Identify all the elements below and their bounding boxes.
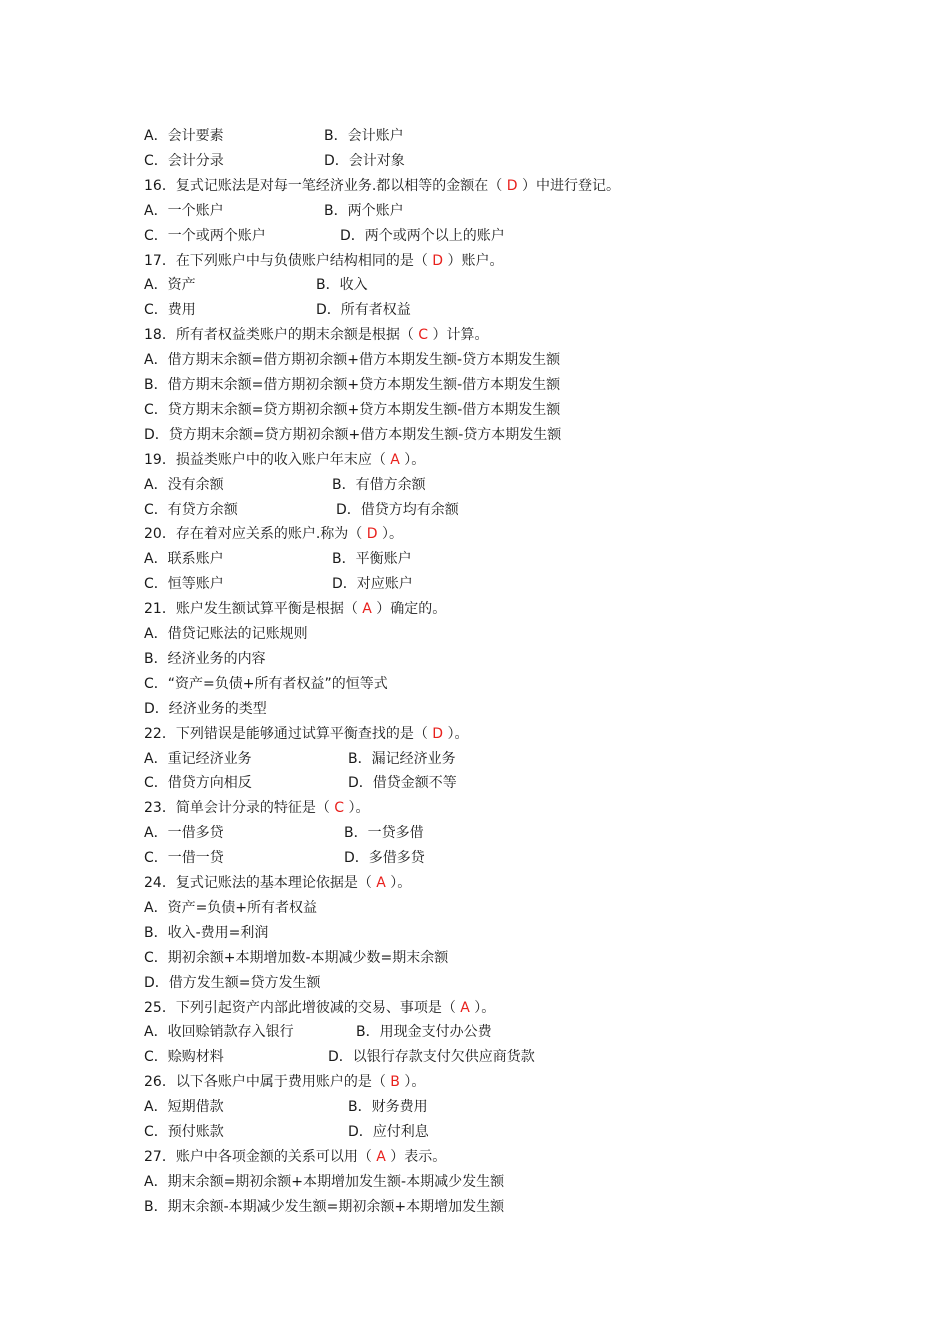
option-right: D．会计对象 [324, 152, 405, 169]
option-pair-line [144, 1045, 764, 1070]
answer-letter: D [432, 252, 444, 269]
question-line [144, 871, 411, 896]
question-text-end: ）账户。 [443, 252, 504, 269]
question-text-end: ）。 [399, 1074, 426, 1091]
option-text: A．借方期末余额=借方期初余额+借方本期发生额-贷方本期发生额 [144, 352, 561, 369]
option-line [144, 672, 388, 697]
option-pair-line [144, 1120, 764, 1145]
option-left: C．会计分录 [144, 152, 224, 169]
option-line [144, 971, 321, 996]
option-text: A．借贷记账法的记账规则 [144, 626, 308, 642]
option-right: D．两个或两个以上的账户 [340, 227, 505, 244]
option-right: B．漏记经济业务 [348, 750, 456, 767]
option-pair-line [144, 547, 764, 572]
option-right: B．收入 [316, 277, 368, 294]
answer-letter: A [460, 999, 470, 1016]
option-right: B．两个账户 [324, 202, 404, 219]
option-pair-line [144, 298, 764, 323]
option-line [144, 647, 266, 672]
option-right: B．一贷多借 [344, 825, 424, 842]
option-pair-line [144, 821, 764, 846]
option-left: C．一借一贷 [144, 850, 224, 867]
option-pair-line [144, 124, 764, 149]
option-pair-line [144, 771, 764, 796]
answer-letter: D [432, 725, 444, 742]
answer-letter: B [390, 1074, 400, 1091]
option-pair-line [144, 747, 764, 772]
option-right: B．平衡账户 [332, 551, 412, 568]
option-text: B．收入-费用=利润 [144, 924, 269, 941]
option-left: C．有贷方余额 [144, 501, 238, 518]
option-text: D．借方发生额=贷方发生额 [144, 974, 321, 991]
answer-letter: C [334, 800, 345, 817]
answer-letter: C [418, 327, 429, 344]
option-right: B．财务费用 [348, 1099, 428, 1116]
option-pair-line [144, 498, 764, 523]
question-line [144, 448, 425, 473]
option-right: D．借贷方均有余额 [336, 501, 459, 518]
option-pair-line [144, 224, 764, 249]
option-text: A．资产=负债+所有者权益 [144, 899, 318, 916]
option-left: A．联系账户 [144, 551, 224, 568]
answer-letter: D [506, 177, 518, 194]
answer-letter: A [376, 1148, 386, 1165]
question-text-end: ）。 [469, 999, 496, 1016]
option-text: C．“资产=负债+所有者权益”的恒等式 [144, 675, 388, 692]
question-text-end: ）计算。 [428, 327, 489, 344]
option-text: D．经济业务的类型 [144, 700, 267, 717]
option-text: B．借方期末余额=借方期初余额+贷方本期发生额-借方本期发生额 [144, 377, 561, 393]
question-text: 25．下列引起资产内部此增彼减的交易、事项是（ [144, 999, 461, 1016]
question-line [144, 1070, 425, 1095]
question-text-end: ）确定的。 [371, 601, 447, 618]
question-line [144, 174, 620, 199]
option-text: C．期初余额+本期增加数-本期减少数=期末余额 [144, 949, 449, 966]
question-text: 20．存在着对应关系的账户.称为（ [144, 526, 367, 543]
option-left: C．赊购材料 [144, 1049, 224, 1066]
question-line [144, 722, 469, 747]
question-text: 21．账户发生额试算平衡是根据（ [144, 601, 363, 618]
option-left: A．一个账户 [144, 202, 224, 219]
option-line [144, 1170, 504, 1195]
question-text: 17．在下列账户中与负债账户结构相同的是（ [144, 252, 433, 269]
option-pair-line [144, 1020, 764, 1045]
option-left: A．短期借款 [144, 1099, 224, 1116]
option-left: A．重记经济业务 [144, 750, 252, 767]
answer-letter: A [362, 601, 372, 618]
option-line [144, 697, 267, 722]
answer-letter: A [390, 451, 400, 468]
option-line [144, 921, 268, 946]
question-text: 19．损益类账户中的收入账户年末应（ [144, 451, 391, 468]
option-right: D．以银行存款支付欠供应商货款 [328, 1049, 535, 1066]
option-line [144, 1195, 504, 1220]
option-line [144, 622, 308, 647]
question-text-end: ）。 [377, 526, 403, 543]
question-line [144, 1145, 446, 1170]
question-text: 24．复式记账法的基本理论依据是（ [144, 875, 377, 891]
option-left: C．一个或两个账户 [144, 227, 266, 244]
option-right: D．所有者权益 [316, 302, 411, 319]
option-line [144, 946, 448, 971]
question-text-end: ）。 [399, 451, 426, 468]
question-line [144, 796, 370, 821]
option-left: C．费用 [144, 302, 196, 319]
option-right: B．用现金支付办公费 [356, 1024, 492, 1041]
option-pair-line [144, 199, 764, 224]
option-left: A．资产 [144, 277, 196, 294]
option-left: A．会计要素 [144, 128, 224, 144]
option-left: A．收回赊销款存入银行 [144, 1024, 294, 1041]
question-text: 22．下列错误是能够通过试算平衡查找的是（ [144, 725, 433, 742]
question-text: 26．以下各账户中属于费用账户的是（ [144, 1074, 391, 1091]
option-pair-line [144, 1095, 764, 1120]
option-pair-line [144, 846, 764, 871]
option-left: C．恒等账户 [144, 576, 224, 593]
option-pair-line [144, 572, 764, 597]
answer-letter: A [376, 875, 386, 891]
question-text-end: ）。 [385, 875, 412, 891]
answer-letter: D [366, 526, 378, 543]
option-text: C．贷方期末余额=贷方期初余额+贷方本期发生额-借方本期发生额 [144, 401, 561, 418]
option-text: B．经济业务的内容 [144, 650, 266, 667]
question-text-end: ）。 [344, 800, 370, 817]
question-line [144, 597, 446, 622]
question-text-end: ）表示。 [385, 1148, 447, 1165]
option-text: A．期末余额=期初余额+本期增加发生额-本期减少发生额 [144, 1173, 505, 1190]
option-line [144, 398, 560, 423]
option-line [144, 896, 317, 921]
question-text-end: ）中进行登记。 [517, 177, 620, 194]
question-text: 27．账户中各项金额的关系可以用（ [144, 1148, 377, 1165]
option-right: B．有借方余额 [332, 476, 426, 493]
option-pair-line [144, 473, 764, 498]
option-pair-line [144, 273, 764, 298]
question-text: 16．复式记账法是对每一笔经济业务.都以相等的金额在（ [144, 177, 507, 194]
option-line [144, 348, 560, 373]
question-text: 23．简单会计分录的特征是（ [144, 800, 335, 817]
option-right: D．应付利息 [348, 1124, 429, 1140]
option-text: B．期末余额-本期减少发生额=期初余额+本期增加发生额 [144, 1198, 505, 1215]
option-right: D．借贷金额不等 [348, 775, 457, 792]
question-text-end: ）。 [443, 725, 469, 742]
question-line [144, 996, 495, 1021]
option-left: C．预付账款 [144, 1124, 224, 1140]
option-left: A．一借多贷 [144, 825, 224, 842]
option-pair-line [144, 149, 764, 174]
option-line [144, 423, 561, 448]
question-line [144, 323, 489, 348]
option-left: C．借贷方向相反 [144, 775, 252, 792]
option-right: D．多借多贷 [344, 850, 425, 867]
option-left: A．没有余额 [144, 476, 224, 493]
option-text: D．贷方期末余额=贷方期初余额+借方本期发生额-贷方本期发生额 [144, 426, 562, 443]
option-line [144, 373, 560, 398]
question-line [144, 249, 504, 274]
question-text: 18．所有者权益类账户的期末余额是根据（ [144, 327, 419, 344]
question-line [144, 522, 403, 547]
option-right: D．对应账户 [332, 576, 413, 593]
option-right: B．会计账户 [324, 128, 404, 144]
